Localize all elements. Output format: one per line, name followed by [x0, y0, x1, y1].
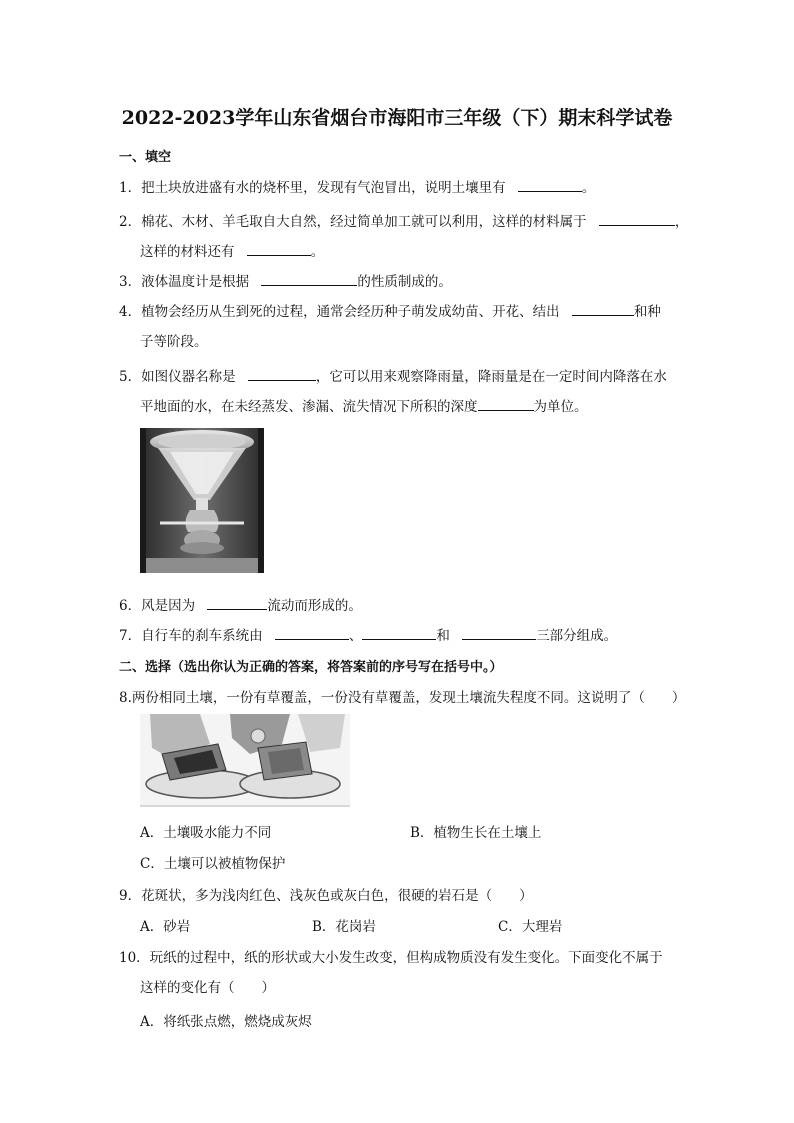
question-5-text-2: 平地面的水，在未经蒸发、渗漏、流失情况下所积的深度 [140, 399, 478, 415]
question-7-sep-1: 、 [348, 628, 363, 644]
question-5-text: 5．如图仪器名称是 [119, 369, 236, 385]
question-9-option-b[interactable]: B．花岗岩 [312, 919, 376, 935]
question-9-option-c[interactable]: C．大理岩 [498, 919, 563, 935]
section-multiple-choice: 二、选择（选出你认为正确的答案，将答案前的序号写在括号中。） [119, 660, 503, 675]
question-2-text-2: 这样的材料还有 [140, 244, 235, 260]
answer-blank[interactable] [518, 179, 582, 192]
question-3 [119, 270, 452, 290]
question-2-line-2 [140, 240, 324, 260]
answer-blank[interactable] [462, 627, 536, 640]
question-2-tail: ， [674, 214, 689, 230]
question-5-tail: ，它可以用来观察降雨量，降雨量是在一定时间内降落在水 [315, 369, 667, 385]
question-6-tail: 流动而形成的。 [267, 598, 362, 614]
question-1-text: 1．把土块放进盛有水的烧杯里，发现有气泡冒出，说明土壤里有 [119, 180, 506, 196]
question-3-text: 3．液体温度计是根据 [119, 274, 250, 290]
question-10-line-2: 这样的变化有（ ） [140, 980, 275, 996]
question-2-line-1 [119, 210, 688, 230]
question-10-line-1: 10．玩纸的过程中，纸的形状或大小发生改变，但构成物质没有发生变化。下面变化不属于 [119, 950, 663, 966]
answer-blank[interactable] [362, 627, 436, 640]
question-5-line-2 [140, 395, 588, 415]
section-fill-in: 一、填空 [119, 150, 172, 165]
question-8-option-a[interactable]: A．土壤吸水能力不同 [140, 825, 272, 841]
answer-blank[interactable] [275, 627, 349, 640]
question-2-tail-2: 。 [310, 244, 325, 260]
question-1 [119, 176, 595, 196]
soil-experiment-figure [140, 714, 350, 807]
question-9: 9．花斑状，多为浅肉红色、浅灰色或灰白色，很硬的岩石是（ ） [119, 888, 533, 904]
answer-blank[interactable] [599, 213, 675, 226]
question-7 [119, 624, 617, 644]
question-10-option-a[interactable]: A．将纸张点燃，燃烧成灰烬 [140, 1014, 312, 1030]
question-4-tail: 和种 [633, 304, 661, 320]
rain-gauge-figure [140, 428, 264, 573]
question-6-text: 6．风是因为 [119, 598, 196, 614]
question-4-line-1 [119, 300, 661, 320]
answer-blank[interactable] [478, 398, 534, 411]
answer-blank[interactable] [248, 368, 316, 381]
question-5-line-1 [119, 365, 667, 385]
answer-blank[interactable] [207, 597, 267, 610]
question-2-text: 2．棉花、木材、羊毛取自大自然，经过简单加工就可以利用，这样的材料属于 [119, 214, 587, 230]
exam-title: 2022-2023学年山东省烟台市海阳市三年级（下）期末科学试卷 [121, 107, 673, 129]
question-5-tail-2: 为单位。 [533, 399, 588, 415]
question-6 [119, 594, 362, 614]
answer-blank[interactable] [247, 243, 311, 256]
question-3-tail: 的性质制成的。 [357, 274, 452, 290]
question-8-option-c[interactable]: C．土壤可以被植物保护 [140, 856, 286, 872]
answer-blank[interactable] [572, 303, 634, 316]
question-7-text: 7．自行车的刹车系统由 [119, 628, 263, 644]
question-8-option-b[interactable]: B．植物生长在土壤上 [410, 825, 542, 841]
question-4-line-2: 子等阶段。 [140, 334, 208, 350]
question-1-tail: 。 [581, 180, 596, 196]
question-8: 8.两份相同土壤，一份有草覆盖，一份没有草覆盖，发现土壤流失程度不同。这说明了（ ） [119, 690, 686, 706]
question-4-text: 4．植物会经历从生到死的过程，通常会经历种子萌发成幼苗、开花、结出 [119, 304, 560, 320]
question-7-tail: 三部分组成。 [536, 628, 618, 644]
answer-blank[interactable] [261, 273, 357, 286]
question-7-sep-2: 和 [436, 628, 450, 644]
question-9-option-a[interactable]: A．砂岩 [140, 919, 191, 935]
